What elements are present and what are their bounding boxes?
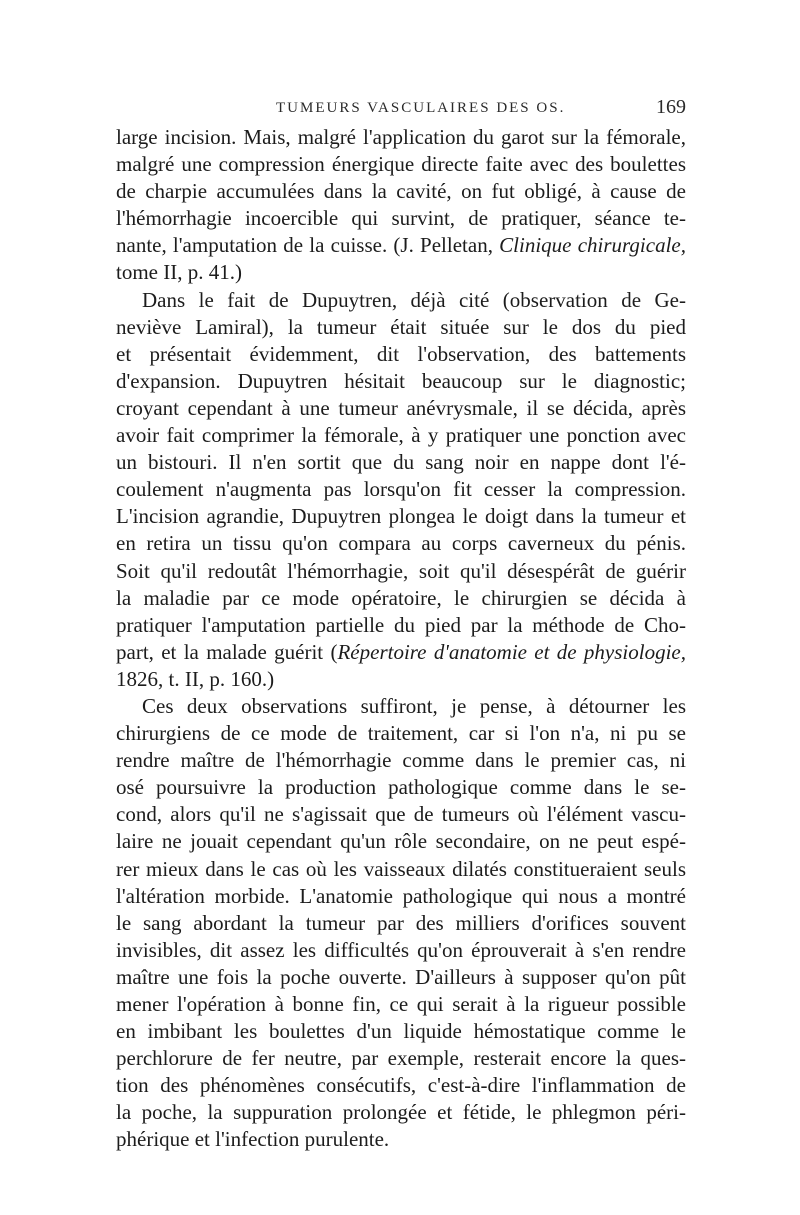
text-line xyxy=(116,422,686,449)
text-segment: tion des phénomènes consécutifs, c'est-à-dire l'inflammation de xyxy=(116,1073,686,1098)
text-line xyxy=(116,693,686,720)
text-segment: de charpie accumulées dans la cavité, on fut obligé, à cause de xyxy=(116,179,686,204)
text-segment: rendre maître de l'hémorrhagie comme dans le premier cas, ni xyxy=(116,748,686,773)
text-line xyxy=(116,1045,686,1072)
text-segment: l'hémorrhagie incoercible qui survint, de pratiquer, séance te- xyxy=(116,206,686,231)
text-segment: maître une fois la poche ouverte. D'ailleurs à supposer qu'on pût xyxy=(116,964,686,989)
text-segment: Soit qu'il redoutât l'hémorrhagie, soit qu'il désespérât de guérir xyxy=(116,558,686,583)
text-line xyxy=(116,1099,686,1126)
text-segment: osé poursuivre la production pathologique comme dans le se- xyxy=(116,775,686,800)
text-segment: en imbibant les boulettes d'un liquide hémostatique comme le xyxy=(116,1019,686,1044)
text-segment: chirurgiens de ce mode de traitement, car si l'on n'a, ni pu se xyxy=(116,721,686,746)
text-line xyxy=(116,178,686,205)
text-segment: l'altération morbide. L'anatomie pathologique qui nous a montré xyxy=(116,883,686,908)
text-line xyxy=(116,341,686,368)
text-segment: croyant cependant à une tumeur anévrysmale, il se décida, après xyxy=(116,395,686,420)
text-line xyxy=(116,1018,686,1045)
text-segment: perchlorure de fer neutre, par exemple, resterait encore la ques- xyxy=(116,1046,686,1071)
text-line xyxy=(116,530,686,557)
text-line xyxy=(116,368,686,395)
text-segment: en retira un tissu qu'on compara au corps caverneux du pénis. xyxy=(116,531,686,556)
text-segment: la poche, la suppuration prolongée et fétide, le phlegmon péri- xyxy=(116,1100,686,1125)
text-line xyxy=(116,612,686,639)
text-line xyxy=(116,476,686,503)
citation-italic: Clinique chirurgicale, xyxy=(499,233,686,258)
text-segment: et présentait évidemment, dit l'observation, des battements xyxy=(116,341,686,366)
text-line xyxy=(116,883,686,910)
text-line xyxy=(116,910,686,937)
text-line xyxy=(116,585,686,612)
text-segment: L'incision agrandie, Dupuytren plongea le doigt dans la tumeur et xyxy=(116,504,686,529)
text-line xyxy=(116,1126,686,1153)
text-line xyxy=(116,639,686,666)
text-segment: invisibles, dit assez les difficultés qu'on éprouverait à s'en rendre xyxy=(116,937,686,962)
text-line xyxy=(116,395,686,422)
text-segment: large incision. Mais, malgré l'application du garot sur la fémorale, xyxy=(116,125,686,149)
running-title: TUMEURS VASCULAIRES DES OS. xyxy=(276,100,566,116)
text-line xyxy=(116,828,686,855)
text-line xyxy=(116,774,686,801)
text-segment: le sang abordant la tumeur par des milliers d'orifices souvent xyxy=(116,910,686,935)
text-line xyxy=(116,856,686,883)
text-segment: cond, alors qu'il ne s'agissait que de tumeurs où l'élément vascu- xyxy=(116,802,686,827)
text-segment: mener l'opération à bonne fin, ce qui serait à la rigueur possible xyxy=(116,992,686,1016)
text-segment: Dans le fait de Dupuytren, déjà cité (observation de Ge- xyxy=(142,287,686,312)
text-line xyxy=(116,259,686,286)
text-line xyxy=(116,666,686,693)
text-segment: phérique et l'infection purulente. xyxy=(116,1127,390,1152)
text-line xyxy=(116,991,686,1018)
text-line xyxy=(116,205,686,232)
text-segment: nante, l'amputation de la cuisse. (J. Pelletan, xyxy=(116,233,500,258)
text-segment: pratiquer l'amputation partielle du pied par la méthode de Cho- xyxy=(116,612,686,637)
page-number: 169 xyxy=(656,96,686,118)
text-segment: d'expansion. Dupuytren hésitait beaucoup sur le diagnostic; xyxy=(116,368,686,393)
text-line xyxy=(116,801,686,828)
text-line xyxy=(116,964,686,991)
text-segment: 1826, t. II, p. 160.) xyxy=(116,666,275,691)
text-line xyxy=(116,232,686,259)
text-line xyxy=(116,503,686,530)
text-segment: neviève Lamiral), la tumeur était située sur le dos du pied xyxy=(116,314,686,339)
text-segment: laire ne jouait cependant qu'un rôle secondaire, on ne peut espé- xyxy=(116,829,686,854)
text-segment: avoir fait comprimer la fémorale, à y pratiquer une ponction avec xyxy=(116,423,686,448)
text-segment: part, et la malade guérit ( xyxy=(116,639,338,664)
text-line xyxy=(116,558,686,585)
text-line xyxy=(116,720,686,747)
running-head xyxy=(116,96,686,122)
text-line xyxy=(116,151,686,178)
text-line xyxy=(116,124,686,151)
text-line xyxy=(116,314,686,341)
text-segment: la maladie par ce mode opératoire, le chirurgien se décida à xyxy=(116,585,686,610)
body-text xyxy=(116,124,686,1154)
text-segment: rer mieux dans le cas où les vaisseaux dilatés constitueraient seuls xyxy=(116,856,686,881)
text-line xyxy=(116,747,686,774)
text-segment: un bistouri. Il n'en sortit que du sang noir en nappe dont l'é- xyxy=(116,450,686,475)
text-segment: malgré une compression énergique directe faite avec des boulettes xyxy=(116,152,686,177)
text-segment: tome II, p. 41.) xyxy=(116,260,242,285)
text-segment: coulement n'augmenta pas lorsqu'on fit cesser la compression. xyxy=(116,477,686,502)
text-line xyxy=(116,287,686,314)
text-line xyxy=(116,937,686,964)
citation-italic: Répertoire d'anatomie et de physiologie, xyxy=(337,639,686,664)
text-segment: Ces deux observations suffiront, je pense, à détourner les xyxy=(142,693,686,718)
text-line xyxy=(116,449,686,476)
text-line xyxy=(116,1072,686,1099)
